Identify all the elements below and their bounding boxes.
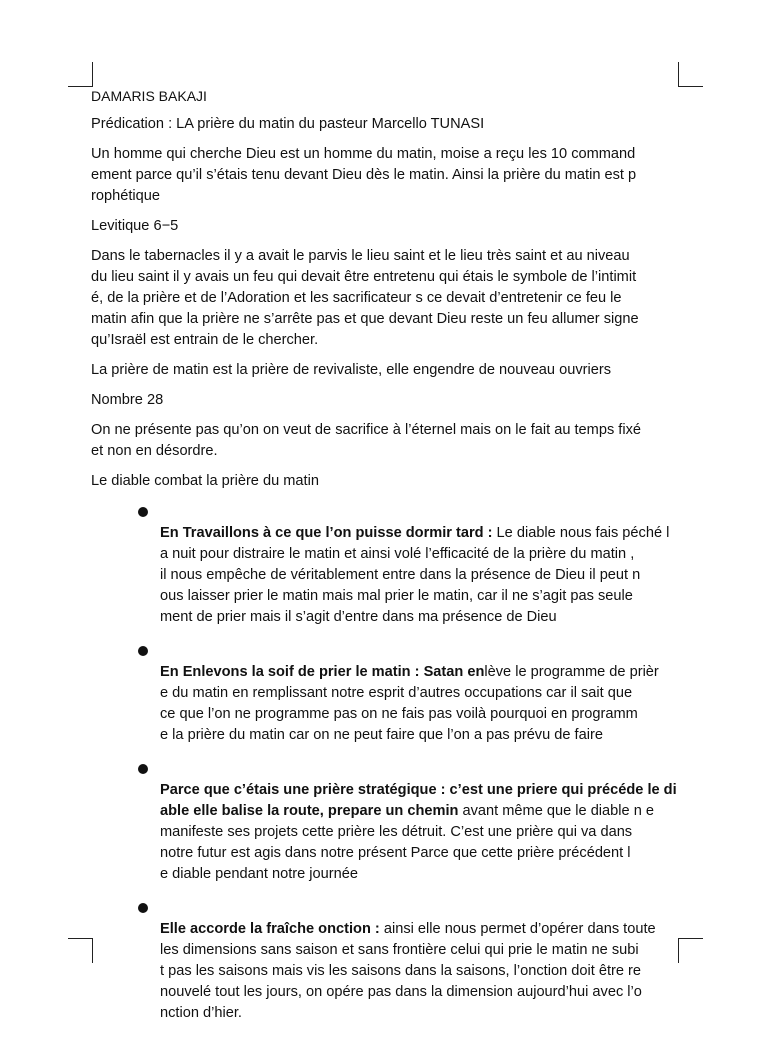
scripture-reference-numbers: Nombre 28: [91, 392, 164, 408]
bullet-icon: [138, 764, 148, 774]
sacrifice-paragraph: On ne présente pas qu’on on veut de sacrifice à l’éternel mais on le fait au temps fixé et non en désordre.: [91, 422, 642, 459]
crop-mark-top-left: [68, 62, 93, 87]
list-item: [91, 641, 685, 746]
document-page: [91, 86, 685, 1037]
bullet-bold-lead: En Travaillons à ce que l’on puisse dormir tard :: [160, 525, 493, 541]
list-item: [91, 898, 685, 1024]
bullet-icon: [138, 646, 148, 656]
scripture-reference-leviticus: Levitique 6−5: [91, 218, 179, 234]
revival-paragraph: La prière de matin est la prière de revivaliste, elle engendre de nouveau ouvriers: [91, 362, 612, 378]
bullet-text: lève le programme de prièr e du matin en remplissant notre esprit d’autres occupations car il sait que ce que l’on ne programme pas on ne fais pas voilà pourquoi en programm e la prière du matin car on ne peut faire que l’on a pas prévu de faire: [160, 664, 659, 743]
crop-mark-top-right: [678, 62, 703, 87]
list-item: [91, 759, 685, 885]
intro-paragraph: Un homme qui cherche Dieu est un homme du matin, moise a reçu les 10 command ement parce qu’il s’étais tenu devant Dieu dès le matin. Ainsi la prière du matin est p rophétique: [91, 146, 637, 204]
bullet-list: [91, 502, 685, 1024]
bullet-text: Le diable nous fais péché l a nuit pour distraire le matin et ainsi volé l’efficacité de la prière du matin , il nous empêche de véritablement entre dans la présence de Dieu il peut n ous laisser prier le matin mais mal prier le matin, car il ne s’agit pas seule ment de prier mais il s’agit d’entre dans ma présence de Dieu: [160, 525, 670, 625]
devil-heading: Le diable combat la prière du matin: [91, 473, 319, 489]
bullet-icon: [138, 507, 148, 517]
author-name: DAMARIS BAKAJI: [91, 88, 207, 104]
bullet-text: ainsi elle nous permet d’opérer dans toute les dimensions sans saison et sans frontière celui qui prie le matin ne subi t pas les saisons mais vis les saisons dans la saisons, l’onction doit être re nouvelé tout les jours, on opére pas dans la dimension aujourd’hui avec l’o nction d’hier.: [160, 921, 656, 1021]
bullet-bold-lead: Elle accorde la fraîche onction :: [160, 921, 380, 937]
list-item: [91, 502, 685, 628]
tabernacle-paragraph: Dans le tabernacles il y a avait le parvis le lieu saint et le lieu très saint et au niveau du lieu saint il y avais un feu qui devait être entretenu qui étais le symbole de l’intimit é, de la prière et de l’Adoration et les sacrificateur s ce devait d’entretenir ce feu le matin afin que la prière ne s’arrête pas et que devant Dieu reste un feu allumer signe qu’Israël est entrain de le chercher.: [91, 248, 639, 348]
sermon-title: Prédication : LA prière du matin du pasteur Marcello TUNASI: [91, 116, 485, 132]
crop-mark-bottom-left: [68, 938, 93, 963]
bullet-icon: [138, 903, 148, 913]
bullet-bold-lead: Parce que c’étais une prière stratégique : c’est une priere qui précéde le di able elle balise la route, prepare un chemin: [160, 782, 677, 819]
bullet-text: avant même que le diable n e manifeste ses projets cette prière les détruit. C’est une prière qui va dans notre futur est agis dans notre présent Parce que cette prière précédent l e diable pendant notre journée: [160, 803, 654, 882]
bullet-bold-lead: En Enlevons la soif de prier le matin : Satan en: [160, 664, 485, 680]
